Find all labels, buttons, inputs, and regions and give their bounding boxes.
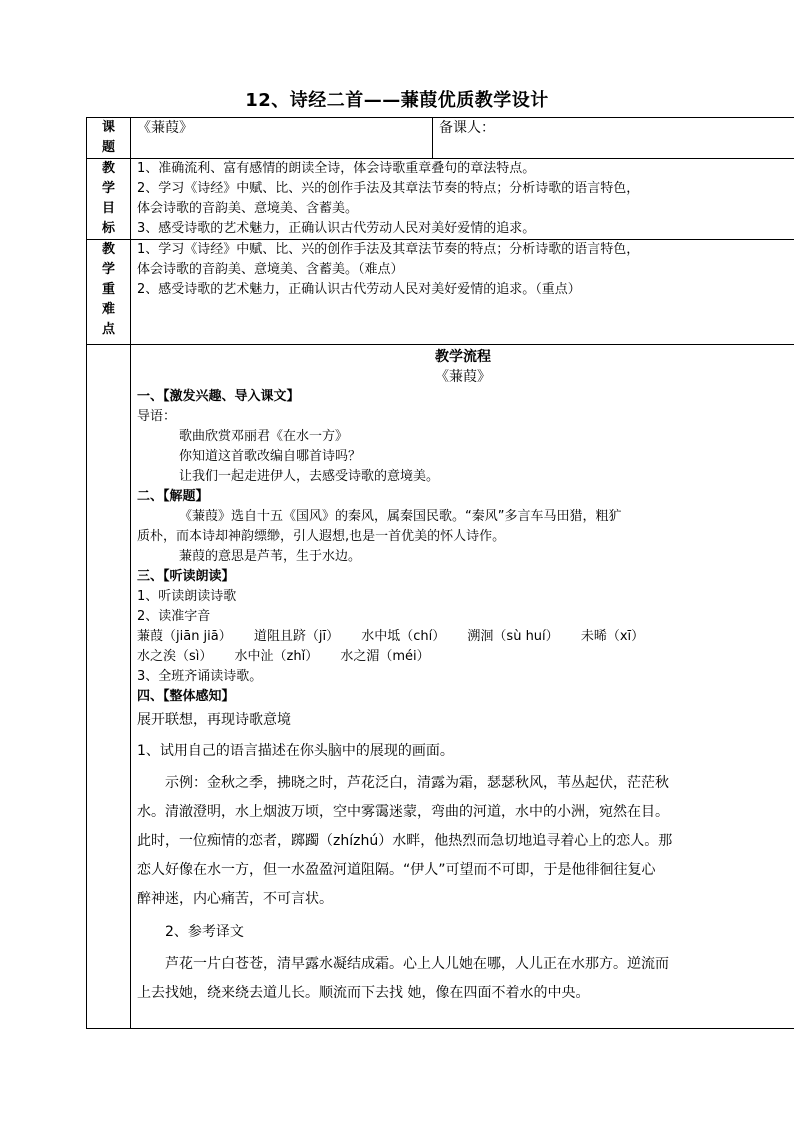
goal-line: 2、学习《诗经》中赋、比、兴的创作手法及其章法节奏的特点；分析诗歌的语言特色， xyxy=(137,181,640,196)
s4-example: 示例：金秋之季，拂晓之时，芦花泛白，清露为霜，瑟瑟秋风，苇丛起伏，茫茫秋 水。清澈澄明，水上烟波万顷，空中雾霭迷蒙，弯曲的河道，水中的小洲，宛然在目。 此时，一位痴情的恋者，踯躅（zhízhú）水畔，他热烈而急切地追寻着心上的恋人。那 恋人好像在水一方，但一水盈盈河道阻隔。“伊人”可望而不可即，于是他徘徊往复心 醉神迷，内心痛苦，不可言状。 xyxy=(137,775,673,907)
keypoint-line: 体会诗歌的音韵美、意境美、含蓄美。（难点） xyxy=(137,262,404,277)
goals-content xyxy=(131,159,794,240)
s2-paragraph: 质朴，而本诗却神韵缥缈，引人遐想,也是一首优美的怀人诗作。 xyxy=(137,529,506,544)
goal-line: 1、准确流利、富有感情的朗读全诗，体会诗歌重章叠句的章法特点。 xyxy=(137,161,536,176)
section-4-title: 四、【整体感知】 xyxy=(137,689,235,704)
keypoint-line: 2、感受诗歌的艺术魅力，正确认识古代劳动人民对美好爱情的追求。（重点） xyxy=(137,282,581,297)
s3-line: 1、听读朗读诗歌 xyxy=(137,589,237,604)
keypoint-line: 1、学习《诗经》中赋、比、兴的创作手法及其章法节奏的特点；分析诗歌的语言特色， xyxy=(137,242,640,257)
section-2-title: 二、【解题】 xyxy=(137,489,209,504)
s1-line: 让我们一起走进伊人，去感受诗歌的意境美。 xyxy=(179,469,440,484)
s4-translation: 芦花一片白苍苍，清早露水凝结成霜。心上人儿她在哪，人儿正在水那方。逆流而 上去找她，绕来绕去道儿长。顺流而下去找 她，像在四面不着水的中央。 xyxy=(137,956,669,1001)
s4-question: 2、参考译文 xyxy=(165,924,244,940)
s4-question: 1、试用自己的语言描述在你头脑中的展现的画面。 xyxy=(137,743,454,759)
process-label xyxy=(87,345,131,1029)
process-content xyxy=(131,345,794,1029)
s4-intro: 展开联想，再现诗歌意境 xyxy=(137,712,291,728)
pinyin-row xyxy=(137,647,789,667)
pinyin-item: 道阻且跻（jī） xyxy=(253,629,340,644)
process-heading: 教学流程 xyxy=(435,349,491,365)
pinyin-item: 水中沚（zhǐ） xyxy=(234,649,319,664)
keypoints-content xyxy=(131,240,794,345)
section-3-title: 三、【听读朗读】 xyxy=(137,569,235,584)
s3-line: 3、全班齐诵读诗歌。 xyxy=(137,669,263,684)
keypoints-label: 教 学 重 难 点 xyxy=(87,240,131,345)
pinyin-row xyxy=(137,627,789,647)
goals-row xyxy=(87,159,794,240)
pinyin-item: 水之湄（méi） xyxy=(340,649,430,664)
keypoints-row xyxy=(87,240,794,345)
goals-label: 教 学 目 标 xyxy=(87,159,131,240)
s1-line: 歌曲欣赏邓丽君《在水一方》 xyxy=(179,429,349,444)
goal-line: 3、感受诗歌的艺术魅力，正确认识古代劳动人民对美好爱情的追求。 xyxy=(137,221,536,236)
topic-row xyxy=(87,118,794,159)
s2-paragraph: 蒹葭的意思是芦苇，生于水边。 xyxy=(179,549,362,564)
section-1-title: 一、【激发兴趣、导入课文】 xyxy=(137,389,300,404)
process-subheading: 《蒹葭》 xyxy=(435,369,491,385)
pinyin-item: 蒹葭（jiān jiā） xyxy=(137,629,232,644)
pinyin-item: 未晞（xī） xyxy=(580,629,645,644)
document-title: 12、诗经二首——蒹葭优质教学设计 xyxy=(245,90,549,111)
topic-value: 《蒹葭》 xyxy=(131,118,433,159)
process-row xyxy=(87,345,794,1029)
topic-label: 课 题 xyxy=(87,118,131,159)
s1-intro: 导语： xyxy=(137,409,177,424)
pinyin-item: 水之涘（sì） xyxy=(137,649,213,664)
s1-line: 你知道这首歌改编自哪首诗吗？ xyxy=(179,449,362,464)
goal-line: 体会诗歌的音韵美、意境美、含蓄美。 xyxy=(137,201,359,216)
s2-paragraph: 《蒹葭》选自十五《国风》的秦风，属秦国民歌。“秦风”多言车马田猎，粗犷 xyxy=(179,509,622,524)
s3-line: 2、读准字音 xyxy=(137,609,211,624)
pinyin-item: 水中坻（chí） xyxy=(361,629,446,644)
pinyin-item: 溯洄（sù huí） xyxy=(467,629,559,644)
lesson-plan-table xyxy=(86,117,794,1029)
preparer-field: 备课人： xyxy=(433,118,794,159)
